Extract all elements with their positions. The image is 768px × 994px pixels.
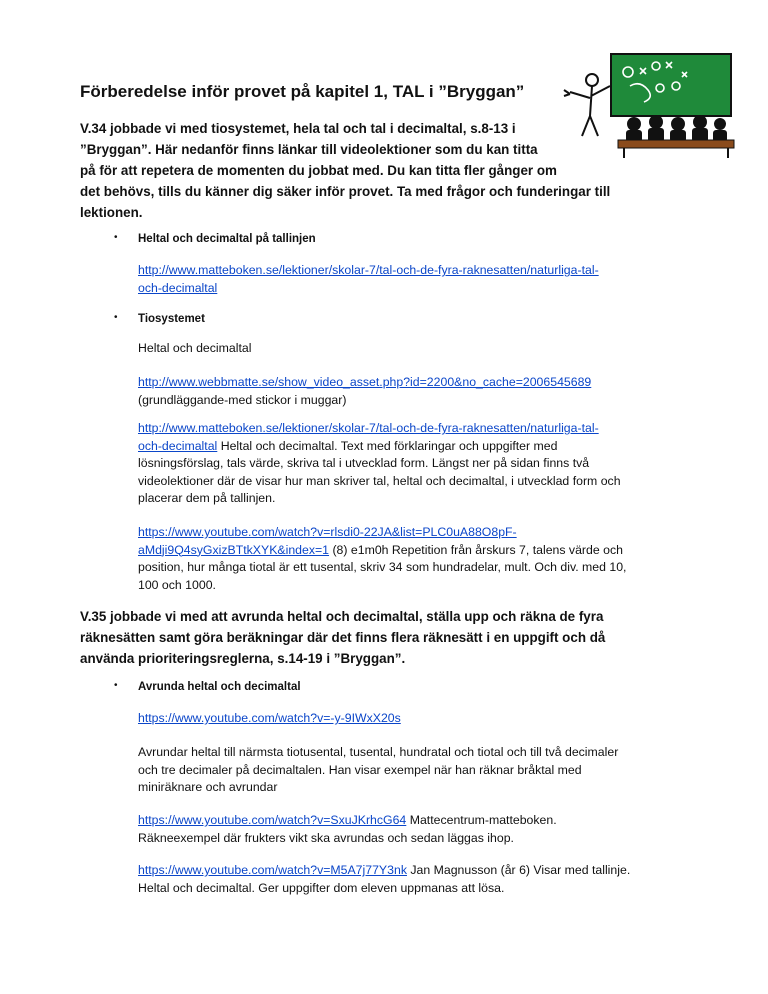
link-youtube[interactable]: https://www.youtube.com/watch?v=SxuJKrhcG64	[138, 813, 407, 827]
link-block	[138, 524, 678, 594]
link-matteboken[interactable]: http://www.matteboken.se/lektioner/skolar-7/tal-och-de-fyra-raknesatten/naturliga-tal- och-decimaltal	[138, 263, 599, 295]
item-heading: Avrunda heltal och decimaltal	[138, 681, 301, 693]
link-description: videolektioner där de visar hur man skriver tal, heltal och decimaltal, i utvecklad form och	[138, 473, 621, 488]
intro-v35-line: räknesätten samt göra beräkningar där det finns flera räknesätt i en uppgift och då	[80, 630, 606, 645]
link-description: Mattecentrum-matteboken.	[406, 813, 557, 827]
link-description: Heltal och decimaltal. Ger uppgifter dom eleven uppmanas att lösa.	[138, 880, 505, 895]
link-description: Avrundar heltal till närmsta tiotusental, tusental, hundratal och tiotal och till två decimaler	[138, 745, 619, 759]
link-description: 100 och 1000.	[138, 577, 216, 592]
link-description: Heltal och decimaltal. Text med förklaringar och uppgifter med	[217, 438, 558, 453]
item-heading: Tiosystemet	[138, 313, 205, 325]
link-description: (grundläggande-med stickor i muggar)	[138, 392, 347, 407]
description-block	[138, 744, 678, 797]
link-description: lösningsförslag, tals värde, skriva tal i utvecklad form. Längst ner på sidan finns två	[138, 456, 590, 470]
item-heading: Heltal och decimaltal på tallinjen	[138, 233, 316, 245]
link-description: placerar dem på tallinjen.	[138, 491, 276, 505]
link-block	[138, 710, 678, 728]
bullet-icon: •	[114, 312, 118, 323]
link-block	[138, 262, 678, 297]
link-youtube[interactable]: https://www.youtube.com/watch?v=M5A7j77Y3nk	[138, 863, 407, 877]
link-description: Räkneexempel där frukters vikt ska avrundas och sedan läggas ihop.	[138, 830, 514, 845]
link-block	[138, 862, 678, 897]
link-youtube[interactable]: https://www.youtube.com/watch?v=-y-9IWxX20s	[138, 711, 401, 725]
bullet-icon: •	[114, 232, 118, 243]
intro-v34-line: V.34 jobbade vi med tiosystemet, hela tal och tal i decimaltal, s.8-13 i	[80, 121, 516, 136]
page-title: Förberedelse inför provet på kapitel 1, TAL i ”Bryggan”	[80, 82, 525, 101]
link-youtube[interactable]: https://www.youtube.com/watch?v=rlsdi0-22JA&list=PLC0uA88O8pF- aMdji9Q4syGxizBTtkXYK&index=1	[138, 525, 517, 557]
link-block	[138, 374, 678, 409]
link-webbmatte[interactable]: http://www.webbmatte.se/show_video_asset.php?id=2200&no_cache=2006545689	[138, 375, 592, 389]
link-description: och tre decimaler på decimaltalen. Han visar exempel när han räknar bråktal med	[138, 762, 582, 777]
intro-v35-line: använda prioriteringsreglerna, s.14-19 i ”Bryggan”.	[80, 651, 406, 666]
intro-v35-line: V.35 jobbade vi med att avrunda heltal och decimaltal, ställa upp och räkna de fyra	[80, 609, 604, 624]
link-description: Jan Magnusson (år 6) Visar med tallinje.	[406, 863, 631, 877]
intro-v34-line: ”Bryggan”. Här nedanför finns länkar till videolektioner som du kan titta	[80, 142, 538, 157]
item-subheading: Heltal och decimaltal	[138, 341, 252, 355]
intro-v35	[80, 606, 605, 669]
intro-v34	[80, 118, 610, 223]
intro-v34-line: på för att repetera de momenten du jobbat med. Du kan titta fler gånger om	[80, 163, 557, 178]
link-description: (8) e1m0h Repetition från årskurs 7, talens värde och	[329, 542, 623, 557]
link-description: miniräknare och avrundar	[138, 780, 278, 794]
link-matteboken[interactable]: http://www.matteboken.se/lektioner/skolar-7/tal-och-de-fyra-raknesatten/naturliga-tal- och-decimaltal	[138, 421, 599, 453]
intro-v34-line: det behövs, tills du känner dig säker inför provet. Ta med frågor och funderingar till	[80, 184, 611, 199]
link-block	[138, 812, 678, 847]
link-block	[138, 420, 678, 508]
intro-v34-line: lektionen.	[80, 205, 143, 220]
bullet-icon: •	[114, 680, 118, 691]
link-description: position, hur många tiotal är ett tusental, skriv 34 som hundradelar, mult. Och div. med 10,	[138, 560, 627, 574]
